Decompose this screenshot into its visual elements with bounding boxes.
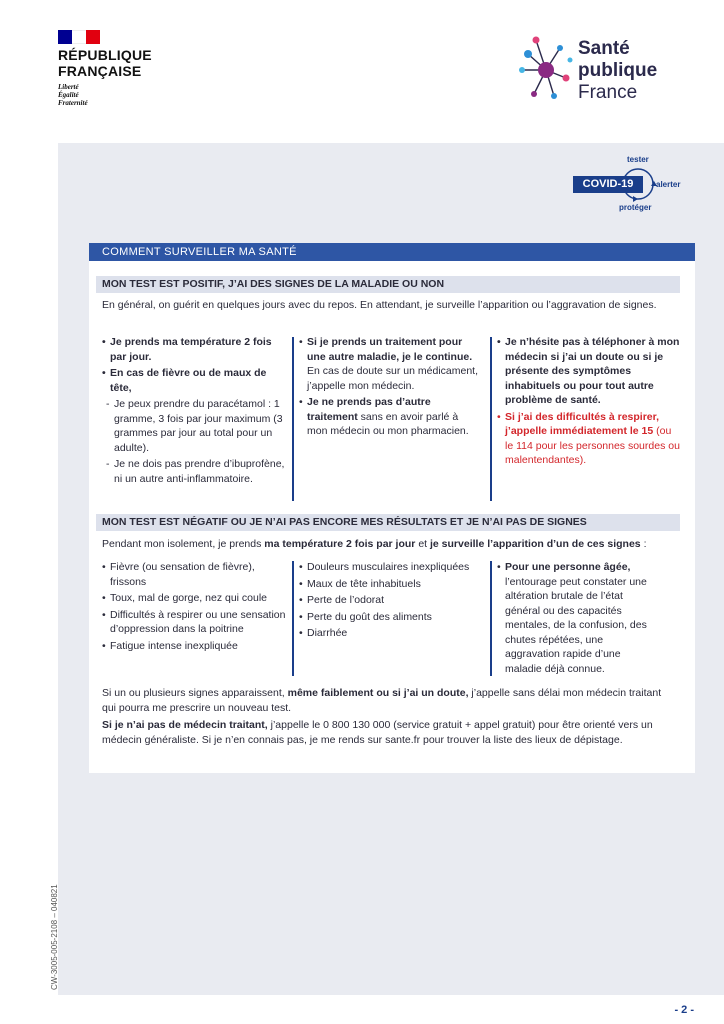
list-item: • Toux, mal de gorge, nez qui coule: [102, 591, 287, 606]
list-subitem: - Je peux prendre du paracétamol : 1 gramme, 3 fois par jour maximum (3 grammes par jour au total pour un adulte).: [102, 397, 290, 455]
list-item: • Fatigue intense inexpliquée: [102, 639, 287, 654]
section1-col3: [497, 335, 682, 470]
list-item: • Fièvre (ou sensation de fièvre), frissons: [102, 560, 287, 589]
column-divider: [292, 337, 294, 501]
french-flag-icon: [58, 30, 100, 44]
column-divider: [490, 337, 492, 501]
list-subitem: - Je ne dois pas prendre d’ibuprofène, ni un autre anti-inflammatoire.: [102, 457, 290, 486]
republique-line1: RÉPUBLIQUE: [58, 47, 152, 63]
column-divider: [292, 561, 294, 676]
section2-intro: Pendant mon isolement, je prends ma température 2 fois par jour et je surveille l’apparition d’un de ces signes :: [102, 538, 647, 550]
list-item: • Difficultés à respirer ou une sensation d’oppression dans la poitrine: [102, 608, 287, 637]
document-code: CW-3005-005-2108 – 040821: [50, 884, 59, 990]
list-item: • Je ne prends pas d’autre traitement sans en avoir parlé à mon médecin ou mon pharmacien.: [299, 395, 479, 439]
section1-title: [96, 276, 680, 293]
page-header: [0, 0, 724, 143]
list-item: • Diarrhée: [299, 626, 479, 641]
list-item: • Douleurs musculaires inexpliquées: [299, 560, 479, 575]
motto-fraternite: Fraternité: [58, 99, 88, 107]
covid-badge: [562, 155, 680, 217]
main-title-text: COMMENT SURVEILLER MA SANTÉ: [102, 246, 297, 258]
list-item: • Je prends ma température 2 fois par jour.: [102, 335, 290, 364]
section2-paragraph1: Si un ou plusieurs signes apparaissent, même faiblement ou si j’ai un doute, j’appelle sans délai mon médecin traitant qui pourra me prescrire un nouveau test.: [102, 687, 662, 714]
section2-col3: [497, 560, 659, 678]
list-item: • Perte de l’odorat: [299, 593, 479, 608]
list-item: • Maux de tête inhabituels: [299, 577, 479, 592]
list-item: • Je n’hésite pas à téléphoner à mon médecin si j’ai un doute ou si je présente des symptômes inhabituels ou pour tout autre problème de santé.: [497, 335, 682, 408]
section2-paragraph2: Si je n’ai pas de médecin traitant, j’appelle le 0 800 130 000 (service gratuit + appel gratuit) pour être orienté vers un médecin généraliste. Si je n’en connais pas, je me rends sur sante.fr pour trouver la liste des lieux de dépistage.: [102, 719, 653, 746]
spf-word1: Santé: [578, 38, 630, 59]
section2-col1: [102, 560, 287, 655]
section2-col2: [299, 560, 479, 643]
page-number: - 2 -: [674, 1004, 694, 1016]
section2-title: [96, 514, 680, 531]
section2-title-text: MON TEST EST NÉGATIF OU JE N’AI PAS ENCORE MES RÉSULTATS ET JE N’AI PAS DE SIGNES: [102, 516, 587, 528]
list-item: • En cas de fièvre ou de maux de tête,: [102, 366, 290, 395]
covid-label: COVID-19: [573, 176, 643, 193]
list-item: • Pour une personne âgée, l’entourage peut constater une altération brutale de l’état général ou des capacités mentales, de la confusion, des chutes répétées, une aggravation rapide d’une maladie déjà connue.: [497, 560, 659, 676]
proteger-label: protéger: [619, 203, 652, 212]
spf-word3: France: [578, 82, 638, 103]
spf-word2: publique: [578, 60, 658, 81]
alerter-label: alerter: [656, 180, 681, 189]
main-title: [89, 243, 695, 261]
sante-publique-france-logo-icon: [516, 30, 576, 102]
section1-col1: [102, 335, 290, 488]
section1-col2: [299, 335, 479, 441]
tester-label: tester: [627, 155, 649, 164]
republique-line2: FRANÇAISE: [58, 63, 142, 79]
column-divider: [490, 561, 492, 676]
list-item: • Si j’ai des difficultés à respirer, j’appelle immédiatement le 15 (ou le 114 pour les personnes sourdes ou malentendantes).: [497, 410, 682, 468]
list-item: • Si je prends un traitement pour une autre maladie, je le continue. En cas de doute sur un médicament, j’appelle mon médecin.: [299, 335, 479, 393]
section1-intro: En général, on guérit en quelques jours avec du repos. En attendant, je surveille l’apparition ou l’aggravation de signes.: [102, 299, 657, 311]
motto-liberte: Liberté: [58, 83, 79, 91]
section1-title-text: MON TEST EST POSITIF, J’AI DES SIGNES DE LA MALADIE OU NON: [102, 278, 445, 290]
list-item: • Perte du goût des aliments: [299, 610, 479, 625]
motto-egalite: Égalité: [58, 91, 79, 99]
